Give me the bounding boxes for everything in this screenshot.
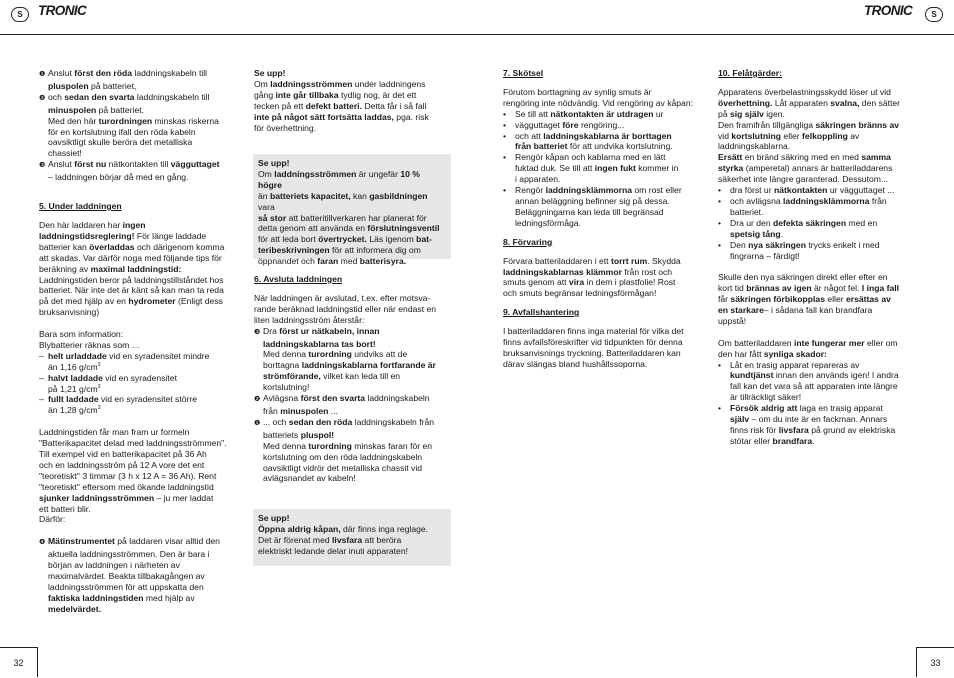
list-item: • Rengör laddningsklämmorna om rost eller bbox=[503, 185, 703, 196]
num-4-icon: ❹ bbox=[39, 539, 46, 547]
instruction-3: ❸ Anslut först nu nätkontakten till vägguttaget bbox=[39, 159, 239, 172]
section-7-heading: 7. Skötsel bbox=[503, 68, 544, 78]
num-3-icon: ❸ bbox=[254, 328, 261, 336]
section-8-heading: 8. Förvaring bbox=[503, 236, 553, 247]
list-item: • Rengör kåpan och kablarna med en lätt bbox=[503, 152, 703, 163]
page-number-left: 32 bbox=[0, 647, 38, 677]
num-1-icon: ❶ bbox=[39, 71, 46, 78]
num-2-icon: ❷ bbox=[39, 94, 46, 102]
instruction-2: ❷ och sedan den svarta laddningskabeln till bbox=[39, 92, 239, 105]
list-item: • Dra ur den defekta säkringen med en bbox=[718, 218, 918, 229]
section-5-heading: 5. Under laddningen bbox=[39, 201, 122, 212]
instruction-1: ❶ Anslut först den röda laddningskabeln till bbox=[39, 68, 239, 81]
num-1-icon: ❶ bbox=[254, 419, 261, 427]
section-9-heading: 9. Avfallshantering bbox=[503, 307, 580, 318]
section-10-heading: 10. Felåtgärder: bbox=[718, 68, 782, 78]
tronic-logo-left: TRONIC bbox=[38, 3, 87, 18]
warning-box-2: Se upp! Öppna aldrig kåpan, där finns inga reglage. Det är förenat med livsfara att beröra elektriskt ledande delar inuti apparaten! bbox=[253, 509, 451, 566]
list-item: • och att laddningskablarna är borttagen bbox=[503, 131, 703, 142]
language-badge-right: S bbox=[925, 7, 943, 22]
list-item: • Försök aldrig att laga en trasig apparat bbox=[718, 403, 918, 414]
column-1: ❶ Anslut först den röda laddningskabeln till pluspolen på batteriet, ❷ och sedan den svarta laddningskabeln till minuspolen på batteriet. Med den här turordningen minskas riskerna för en kortslutning ifall den röda kabeln oavsiktligt skulle beröra det metalliska chassiet! ❸ Anslut först nu nätkontakten till vägguttaget – laddningen börjar då med en gång. 5. Under laddningen Den här laddaren har ingen laddningstidsreglering! För länge laddade batterier kan överladdas och därigenom komma att skadas. Var därför noga med följande tips för beräkning av maximal laddningstid: Laddningstiden beror på laddningstillståndet hos batteriet. När inte det är känt så kan man ta reda på det med hjälp av en hydrometer (Enligt dess bruksanvisning) Bara som information: Blybatterier räknas som … – helt urladdade vid en syradensitet mindre än 1,16 $g/cm^3$ – halvt laddade vid en syradensitet på 1,21 $g/cm^3$ – fullt laddade vid en syradensitet större än 1,28 $g/cm^3$ Laddningstiden får man fram ur formeln "Batterikapacitet delad med laddningsströmmen". Till exempel vid en batterikapacitet på 36 Ah och en laddningsström på 12 A vore det ent "teoretiskt" 3 timmar (3 h x 12 A = 36 Ah). Rent "teoretiskt" eftersom med ökande laddningstid sjunker laddningsströmmen – ju mer laddat ett batteri blir. Därför: ❹ Mätinstrumentet på laddaren visar alltid den aktuella laddningsströmmen. Den är bara i början av laddningen i närheten av maximalvärdet. Beakta tillbakagången av laddningsströmmen för att uppskatta den faktiska laddningstiden med hjälp av medelvärdet. bbox=[39, 68, 239, 615]
language-badge-left: S bbox=[11, 7, 29, 22]
warning-box-1: Se upp! Om laddningsströmmen är ungefär 10 % högre än batteriets kapacitet, kan gasbildningen vara så stor att batteritillverkaren har planerat för detta genom att använda en förslutningsventil för att leda bort övertrycket. Läs igenom bat- teribeskrivningen för att informera dig om öppnandet och faran med batterisyra. bbox=[253, 154, 451, 259]
column-4: 10. Felåtgärder: Apparatens överbelastningsskydd löser ut vid överhettning. Låt apparaten svalna, den sätter på sig själv igen. Den framifrån tillgängliga säkringen bränns av vid kortslutning eller felkoppling av laddningskablarna. Ersätt en bränd säkring med en med samma styrka (amperetal) annars är batteriladdarens säkerhet inte längre garanterad. Dessutom... • dra först ur nätkontakten ur vägguttaget ... • och avlägsna laddningsklämmorna från batteriet. • Dra ur den defekta säkringen med en spetsig tång. • Den nya säkringen trycks enkelt i med fingrarna – färdigt! Skulle den nya säkringen direkt eller efter en kort tid brännas av igen är något fel. I inga fall får säkringen förbikopplas eller ersättas av en starkare– i sådana fall kan brandfara uppstå! Om batteriladdaren inte fungerar mer eller om den har fått synliga skador: • Låt en trasig apparat repareras av kundtjänst innan den används igen! I andra fall kan det vara så att apparaten inte längre är tillräckligt säker! • Försök aldrig att laga en trasig apparat själv – om du inte är en fackman. Annars finns risk för livsfara på grund av elektriska stötar eller brandfara. bbox=[718, 68, 918, 447]
tronic-logo-right: TRONIC bbox=[864, 3, 913, 18]
column-2-lower: 6. Avsluta laddningen När laddningen är avslutad, t.ex. efter motsva- rande beräknad laddningstid eller när endast en liten laddningsström återstår: ❸ Dra först ur nätkabeln, innan laddningskablarna tas bort! Med denna turordning undviks att de borttagna laddningskablarna fortfarande är strömförande, vilket kan leda till en kortslutning! ❷ Avlägsna först den svarta laddningskabeln från minuspolen ... ❶ ... och sedan den röda laddningskabeln från batteriets pluspol! Med denna turordning minskas faran för en kortslutning om den röda laddningskabeln oavsiktligt vidrör det metalliska chassit vid avlägsnandet av kabeln! bbox=[254, 274, 454, 484]
list-item: • Låt en trasig apparat repareras av bbox=[718, 360, 918, 371]
column-2: Se upp! Om laddningsströmmen under laddningens gång inte går tillbaka tydlig nog, är det ett tecken på ett defekt batteri. Detta får i så fall inte på något sätt fortsätta laddas, pga. risk för överhettning. bbox=[254, 68, 429, 133]
num-3-icon: ❸ bbox=[39, 162, 46, 170]
list-item: • och avlägsna laddningsklämmorna från bbox=[718, 196, 918, 207]
list-item: • Den nya säkringen trycks enkelt i med bbox=[718, 240, 918, 251]
list-item: • dra först ur nätkontakten ur vägguttaget ... bbox=[718, 185, 918, 196]
step-1: ❶ ... och sedan den röda laddningskabeln från bbox=[254, 417, 454, 430]
step-2: ❷ Avlägsna först den svarta laddningskabeln bbox=[254, 393, 454, 406]
section-6-heading: 6. Avsluta laddningen bbox=[254, 274, 343, 284]
page-header bbox=[0, 0, 954, 35]
step-3: ❸ Dra först ur nätkabeln, innan bbox=[254, 326, 454, 339]
column-3: 7. Skötsel Förutom borttagning av synlig smuts är rengöring inte nödvändig. Vid rengöring av kåpan: • Se till att nätkontakten är utdragen ur • vägguttaget före rengöring... • och att laddningskablarna är borttagen från batteriet för att undvika kortslutning. • Rengör kåpan och kablarna med en lätt fuktad duk. Se till att ingen fukt kommer in i apparaten. • Rengör laddningsklämmorna om rost eller annan beläggning befinner sig på dessa. Beläggningarna kan leda till begränsad ledningsförmåga. 8. Förvaring Förvara batteriladdaren i ett torrt rum. Skydda laddningskablarnas klämmor från rost och smuts genom att vira in dem i plastfolie! Rost och smuts begränsar ledningsförmågan! 9. Avfallshantering I batteriladdaren finns inga material för vilka det finns avfallsföreskrifter vid tidpunkten för denna bruksanvisnings tryckning. Batteriladdaren kan därav slängas bland hushållssoporna. bbox=[503, 68, 703, 370]
note-heading: Se upp! bbox=[254, 68, 286, 78]
instruction-4: ❹ Mätinstrumentet på laddaren visar alltid den bbox=[39, 536, 239, 549]
num-2-icon: ❷ bbox=[254, 396, 261, 404]
page-number-right: 33 bbox=[916, 647, 954, 677]
list-item: • Se till att nätkontakten är utdragen ur bbox=[503, 109, 703, 120]
